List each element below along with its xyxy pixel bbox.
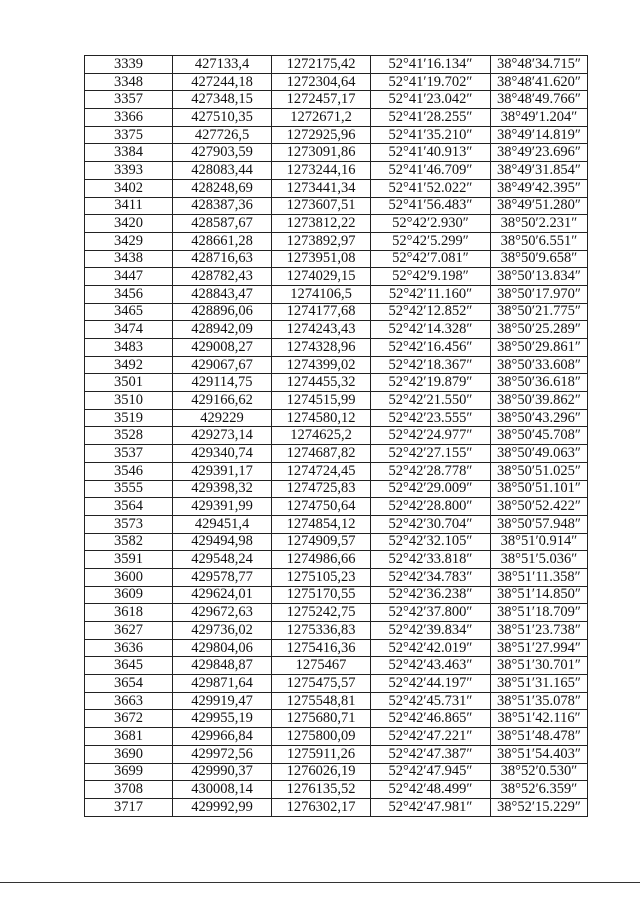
x-coordinate-cell: 429340,74 <box>173 445 272 463</box>
table-row <box>85 250 588 268</box>
table-row <box>85 56 588 74</box>
longitude-cell: 38°51′35.078″ <box>491 692 588 710</box>
point-number-cell: 3420 <box>85 215 173 233</box>
table-row <box>85 781 588 799</box>
y-coordinate-cell: 1272304,64 <box>272 73 371 91</box>
point-number-cell: 3717 <box>85 798 173 816</box>
y-coordinate-cell: 1275475,57 <box>272 675 371 693</box>
x-coordinate-cell: 429114,75 <box>173 374 272 392</box>
x-coordinate-cell: 427510,35 <box>173 109 272 127</box>
latitude-cell: 52°42′11.160″ <box>371 285 491 303</box>
table-row <box>85 144 588 162</box>
table-row <box>85 498 588 516</box>
latitude-cell: 52°42′21.550″ <box>371 392 491 410</box>
table-row <box>85 675 588 693</box>
x-coordinate-cell: 429548,24 <box>173 551 272 569</box>
longitude-cell: 38°52′0.530″ <box>491 763 588 781</box>
y-coordinate-cell: 1275336,83 <box>272 622 371 640</box>
point-number-cell: 3708 <box>85 781 173 799</box>
point-number-cell: 3546 <box>85 462 173 480</box>
latitude-cell: 52°41′23.042″ <box>371 91 491 109</box>
y-coordinate-cell: 1274986,66 <box>272 551 371 569</box>
point-number-cell: 3618 <box>85 604 173 622</box>
table-row <box>85 409 588 427</box>
longitude-cell: 38°51′48.478″ <box>491 728 588 746</box>
longitude-cell: 38°50′51.025″ <box>491 462 588 480</box>
latitude-cell: 52°42′46.865″ <box>371 710 491 728</box>
point-number-cell: 3609 <box>85 586 173 604</box>
x-coordinate-cell: 429990,37 <box>173 763 272 781</box>
x-coordinate-cell: 429494,98 <box>173 533 272 551</box>
coordinate-table-wrapper <box>84 55 587 817</box>
table-row <box>85 639 588 657</box>
longitude-cell: 38°51′42.116″ <box>491 710 588 728</box>
table-row <box>85 462 588 480</box>
y-coordinate-cell: 1276135,52 <box>272 781 371 799</box>
footer-divider <box>0 882 640 883</box>
table-row <box>85 162 588 180</box>
x-coordinate-cell: 427903,59 <box>173 144 272 162</box>
x-coordinate-cell: 429166,62 <box>173 392 272 410</box>
x-coordinate-cell: 429578,77 <box>173 568 272 586</box>
y-coordinate-cell: 1275548,81 <box>272 692 371 710</box>
point-number-cell: 3681 <box>85 728 173 746</box>
y-coordinate-cell: 1274106,5 <box>272 285 371 303</box>
latitude-cell: 52°42′28.800″ <box>371 498 491 516</box>
y-coordinate-cell: 1274687,82 <box>272 445 371 463</box>
longitude-cell: 38°50′57.948″ <box>491 515 588 533</box>
y-coordinate-cell: 1275800,09 <box>272 728 371 746</box>
longitude-cell: 38°50′52.422″ <box>491 498 588 516</box>
y-coordinate-cell: 1274725,83 <box>272 480 371 498</box>
y-coordinate-cell: 1276026,19 <box>272 763 371 781</box>
x-coordinate-cell: 429067,67 <box>173 356 272 374</box>
y-coordinate-cell: 1273091,86 <box>272 144 371 162</box>
longitude-cell: 38°50′13.834″ <box>491 268 588 286</box>
latitude-cell: 52°42′23.555″ <box>371 409 491 427</box>
latitude-cell: 52°42′14.328″ <box>371 321 491 339</box>
table-row <box>85 374 588 392</box>
y-coordinate-cell: 1275911,26 <box>272 745 371 763</box>
longitude-cell: 38°50′36.618″ <box>491 374 588 392</box>
point-number-cell: 3393 <box>85 162 173 180</box>
x-coordinate-cell: 429736,02 <box>173 622 272 640</box>
x-coordinate-cell: 429391,17 <box>173 462 272 480</box>
point-number-cell: 3456 <box>85 285 173 303</box>
longitude-cell: 38°49′42.395″ <box>491 179 588 197</box>
longitude-cell: 38°50′2.231″ <box>491 215 588 233</box>
longitude-cell: 38°48′49.766″ <box>491 91 588 109</box>
x-coordinate-cell: 428083,44 <box>173 162 272 180</box>
x-coordinate-cell: 428716,63 <box>173 250 272 268</box>
longitude-cell: 38°50′25.289″ <box>491 321 588 339</box>
point-number-cell: 3411 <box>85 197 173 215</box>
latitude-cell: 52°41′19.702″ <box>371 73 491 91</box>
x-coordinate-cell: 429451,4 <box>173 515 272 533</box>
longitude-cell: 38°51′18.709″ <box>491 604 588 622</box>
y-coordinate-cell: 1274724,45 <box>272 462 371 480</box>
point-number-cell: 3591 <box>85 551 173 569</box>
point-number-cell: 3465 <box>85 303 173 321</box>
coordinate-table <box>84 55 588 817</box>
x-coordinate-cell: 429966,84 <box>173 728 272 746</box>
table-row <box>85 710 588 728</box>
longitude-cell: 38°51′54.403″ <box>491 745 588 763</box>
latitude-cell: 52°42′33.818″ <box>371 551 491 569</box>
latitude-cell: 52°42′43.463″ <box>371 657 491 675</box>
table-row <box>85 339 588 357</box>
point-number-cell: 3645 <box>85 657 173 675</box>
table-row <box>85 392 588 410</box>
latitude-cell: 52°42′16.456″ <box>371 339 491 357</box>
table-row <box>85 480 588 498</box>
table-row <box>85 197 588 215</box>
point-number-cell: 3474 <box>85 321 173 339</box>
x-coordinate-cell: 429229 <box>173 409 272 427</box>
longitude-cell: 38°50′43.296″ <box>491 409 588 427</box>
table-row <box>85 73 588 91</box>
latitude-cell: 52°42′42.019″ <box>371 639 491 657</box>
longitude-cell: 38°50′6.551″ <box>491 232 588 250</box>
longitude-cell: 38°50′51.101″ <box>491 480 588 498</box>
point-number-cell: 3627 <box>85 622 173 640</box>
x-coordinate-cell: 429972,56 <box>173 745 272 763</box>
x-coordinate-cell: 428387,36 <box>173 197 272 215</box>
x-coordinate-cell: 428843,47 <box>173 285 272 303</box>
point-number-cell: 3663 <box>85 692 173 710</box>
latitude-cell: 52°42′32.105″ <box>371 533 491 551</box>
table-row <box>85 657 588 675</box>
longitude-cell: 38°50′33.608″ <box>491 356 588 374</box>
latitude-cell: 52°41′56.483″ <box>371 197 491 215</box>
y-coordinate-cell: 1273441,34 <box>272 179 371 197</box>
point-number-cell: 3402 <box>85 179 173 197</box>
y-coordinate-cell: 1274515,99 <box>272 392 371 410</box>
x-coordinate-cell: 427133,4 <box>173 56 272 74</box>
longitude-cell: 38°49′51.280″ <box>491 197 588 215</box>
table-row <box>85 285 588 303</box>
latitude-cell: 52°41′35.210″ <box>371 126 491 144</box>
longitude-cell: 38°49′1.204″ <box>491 109 588 127</box>
latitude-cell: 52°42′44.197″ <box>371 675 491 693</box>
latitude-cell: 52°42′24.977″ <box>371 427 491 445</box>
y-coordinate-cell: 1274328,96 <box>272 339 371 357</box>
y-coordinate-cell: 1272671,2 <box>272 109 371 127</box>
longitude-cell: 38°51′27.994″ <box>491 639 588 657</box>
point-number-cell: 3537 <box>85 445 173 463</box>
table-row <box>85 321 588 339</box>
latitude-cell: 52°42′30.704″ <box>371 515 491 533</box>
latitude-cell: 52°42′2.930″ <box>371 215 491 233</box>
longitude-cell: 38°50′29.861″ <box>491 339 588 357</box>
y-coordinate-cell: 1272925,96 <box>272 126 371 144</box>
latitude-cell: 52°42′39.834″ <box>371 622 491 640</box>
longitude-cell: 38°52′15.229″ <box>491 798 588 816</box>
latitude-cell: 52°42′47.387″ <box>371 745 491 763</box>
longitude-cell: 38°51′14.850″ <box>491 586 588 604</box>
longitude-cell: 38°50′45.708″ <box>491 427 588 445</box>
table-row <box>85 126 588 144</box>
latitude-cell: 52°41′16.134″ <box>371 56 491 74</box>
table-row <box>85 515 588 533</box>
table-row <box>85 692 588 710</box>
table-row <box>85 763 588 781</box>
point-number-cell: 3447 <box>85 268 173 286</box>
x-coordinate-cell: 429624,01 <box>173 586 272 604</box>
point-number-cell: 3654 <box>85 675 173 693</box>
latitude-cell: 52°42′27.155″ <box>371 445 491 463</box>
latitude-cell: 52°42′47.945″ <box>371 763 491 781</box>
point-number-cell: 3384 <box>85 144 173 162</box>
point-number-cell: 3690 <box>85 745 173 763</box>
point-number-cell: 3528 <box>85 427 173 445</box>
latitude-cell: 52°41′40.913″ <box>371 144 491 162</box>
table-row <box>85 622 588 640</box>
latitude-cell: 52°42′47.221″ <box>371 728 491 746</box>
table-row <box>85 798 588 816</box>
point-number-cell: 3357 <box>85 91 173 109</box>
latitude-cell: 52°42′9.198″ <box>371 268 491 286</box>
y-coordinate-cell: 1274625,2 <box>272 427 371 445</box>
longitude-cell: 38°51′11.358″ <box>491 568 588 586</box>
x-coordinate-cell: 429848,87 <box>173 657 272 675</box>
x-coordinate-cell: 429273,14 <box>173 427 272 445</box>
y-coordinate-cell: 1275416,36 <box>272 639 371 657</box>
point-number-cell: 3573 <box>85 515 173 533</box>
y-coordinate-cell: 1275467 <box>272 657 371 675</box>
y-coordinate-cell: 1275242,75 <box>272 604 371 622</box>
y-coordinate-cell: 1274177,68 <box>272 303 371 321</box>
latitude-cell: 52°41′28.255″ <box>371 109 491 127</box>
point-number-cell: 3600 <box>85 568 173 586</box>
latitude-cell: 52°42′5.299″ <box>371 232 491 250</box>
y-coordinate-cell: 1274580,12 <box>272 409 371 427</box>
table-row <box>85 568 588 586</box>
latitude-cell: 52°41′52.022″ <box>371 179 491 197</box>
longitude-cell: 38°49′14.819″ <box>491 126 588 144</box>
y-coordinate-cell: 1275170,55 <box>272 586 371 604</box>
y-coordinate-cell: 1273607,51 <box>272 197 371 215</box>
table-row <box>85 179 588 197</box>
latitude-cell: 52°41′46.709″ <box>371 162 491 180</box>
point-number-cell: 3555 <box>85 480 173 498</box>
y-coordinate-cell: 1274243,43 <box>272 321 371 339</box>
y-coordinate-cell: 1274854,12 <box>272 515 371 533</box>
longitude-cell: 38°51′30.701″ <box>491 657 588 675</box>
point-number-cell: 3501 <box>85 374 173 392</box>
point-number-cell: 3510 <box>85 392 173 410</box>
y-coordinate-cell: 1272175,42 <box>272 56 371 74</box>
longitude-cell: 38°51′23.738″ <box>491 622 588 640</box>
y-coordinate-cell: 1273244,16 <box>272 162 371 180</box>
latitude-cell: 52°42′29.009″ <box>371 480 491 498</box>
latitude-cell: 52°42′28.778″ <box>371 462 491 480</box>
table-row <box>85 604 588 622</box>
latitude-cell: 52°42′36.238″ <box>371 586 491 604</box>
latitude-cell: 52°42′45.731″ <box>371 692 491 710</box>
longitude-cell: 38°51′0.914″ <box>491 533 588 551</box>
longitude-cell: 38°51′31.165″ <box>491 675 588 693</box>
y-coordinate-cell: 1275105,23 <box>272 568 371 586</box>
table-row <box>85 215 588 233</box>
point-number-cell: 3519 <box>85 409 173 427</box>
x-coordinate-cell: 429391,99 <box>173 498 272 516</box>
x-coordinate-cell: 429992,99 <box>173 798 272 816</box>
table-row <box>85 91 588 109</box>
latitude-cell: 52°42′7.081″ <box>371 250 491 268</box>
point-number-cell: 3366 <box>85 109 173 127</box>
x-coordinate-cell: 428587,67 <box>173 215 272 233</box>
x-coordinate-cell: 427726,5 <box>173 126 272 144</box>
latitude-cell: 52°42′34.783″ <box>371 568 491 586</box>
latitude-cell: 52°42′18.367″ <box>371 356 491 374</box>
table-row <box>85 427 588 445</box>
x-coordinate-cell: 429008,27 <box>173 339 272 357</box>
x-coordinate-cell: 427244,18 <box>173 73 272 91</box>
longitude-cell: 38°52′6.359″ <box>491 781 588 799</box>
latitude-cell: 52°42′19.879″ <box>371 374 491 392</box>
point-number-cell: 3339 <box>85 56 173 74</box>
y-coordinate-cell: 1272457,17 <box>272 91 371 109</box>
y-coordinate-cell: 1274399,02 <box>272 356 371 374</box>
point-number-cell: 3375 <box>85 126 173 144</box>
latitude-cell: 52°42′12.852″ <box>371 303 491 321</box>
longitude-cell: 38°50′21.775″ <box>491 303 588 321</box>
longitude-cell: 38°50′39.862″ <box>491 392 588 410</box>
y-coordinate-cell: 1275680,71 <box>272 710 371 728</box>
x-coordinate-cell: 428248,69 <box>173 179 272 197</box>
longitude-cell: 38°50′17.970″ <box>491 285 588 303</box>
point-number-cell: 3429 <box>85 232 173 250</box>
table-row <box>85 728 588 746</box>
longitude-cell: 38°51′5.036″ <box>491 551 588 569</box>
point-number-cell: 3438 <box>85 250 173 268</box>
longitude-cell: 38°50′49.063″ <box>491 445 588 463</box>
latitude-cell: 52°42′48.499″ <box>371 781 491 799</box>
table-row <box>85 586 588 604</box>
x-coordinate-cell: 428661,28 <box>173 232 272 250</box>
table-row <box>85 109 588 127</box>
point-number-cell: 3492 <box>85 356 173 374</box>
longitude-cell: 38°49′23.696″ <box>491 144 588 162</box>
point-number-cell: 3636 <box>85 639 173 657</box>
table-row <box>85 445 588 463</box>
longitude-cell: 38°48′34.715″ <box>491 56 588 74</box>
x-coordinate-cell: 429871,64 <box>173 675 272 693</box>
x-coordinate-cell: 429398,32 <box>173 480 272 498</box>
x-coordinate-cell: 427348,15 <box>173 91 272 109</box>
longitude-cell: 38°49′31.854″ <box>491 162 588 180</box>
y-coordinate-cell: 1274455,32 <box>272 374 371 392</box>
x-coordinate-cell: 429919,47 <box>173 692 272 710</box>
x-coordinate-cell: 429804,06 <box>173 639 272 657</box>
coordinate-table-body <box>85 56 588 817</box>
table-row <box>85 356 588 374</box>
table-row <box>85 232 588 250</box>
point-number-cell: 3672 <box>85 710 173 728</box>
point-number-cell: 3483 <box>85 339 173 357</box>
y-coordinate-cell: 1274909,57 <box>272 533 371 551</box>
latitude-cell: 52°42′47.981″ <box>371 798 491 816</box>
y-coordinate-cell: 1273812,22 <box>272 215 371 233</box>
point-number-cell: 3348 <box>85 73 173 91</box>
point-number-cell: 3564 <box>85 498 173 516</box>
y-coordinate-cell: 1276302,17 <box>272 798 371 816</box>
x-coordinate-cell: 428896,06 <box>173 303 272 321</box>
x-coordinate-cell: 428782,43 <box>173 268 272 286</box>
latitude-cell: 52°42′37.800″ <box>371 604 491 622</box>
table-row <box>85 303 588 321</box>
y-coordinate-cell: 1274029,15 <box>272 268 371 286</box>
x-coordinate-cell: 430008,14 <box>173 781 272 799</box>
y-coordinate-cell: 1273892,97 <box>272 232 371 250</box>
table-row <box>85 268 588 286</box>
table-row <box>85 745 588 763</box>
x-coordinate-cell: 429672,63 <box>173 604 272 622</box>
x-coordinate-cell: 428942,09 <box>173 321 272 339</box>
longitude-cell: 38°50′9.658″ <box>491 250 588 268</box>
y-coordinate-cell: 1274750,64 <box>272 498 371 516</box>
point-number-cell: 3582 <box>85 533 173 551</box>
table-row <box>85 551 588 569</box>
x-coordinate-cell: 429955,19 <box>173 710 272 728</box>
y-coordinate-cell: 1273951,08 <box>272 250 371 268</box>
point-number-cell: 3699 <box>85 763 173 781</box>
longitude-cell: 38°48′41.620″ <box>491 73 588 91</box>
table-row <box>85 533 588 551</box>
